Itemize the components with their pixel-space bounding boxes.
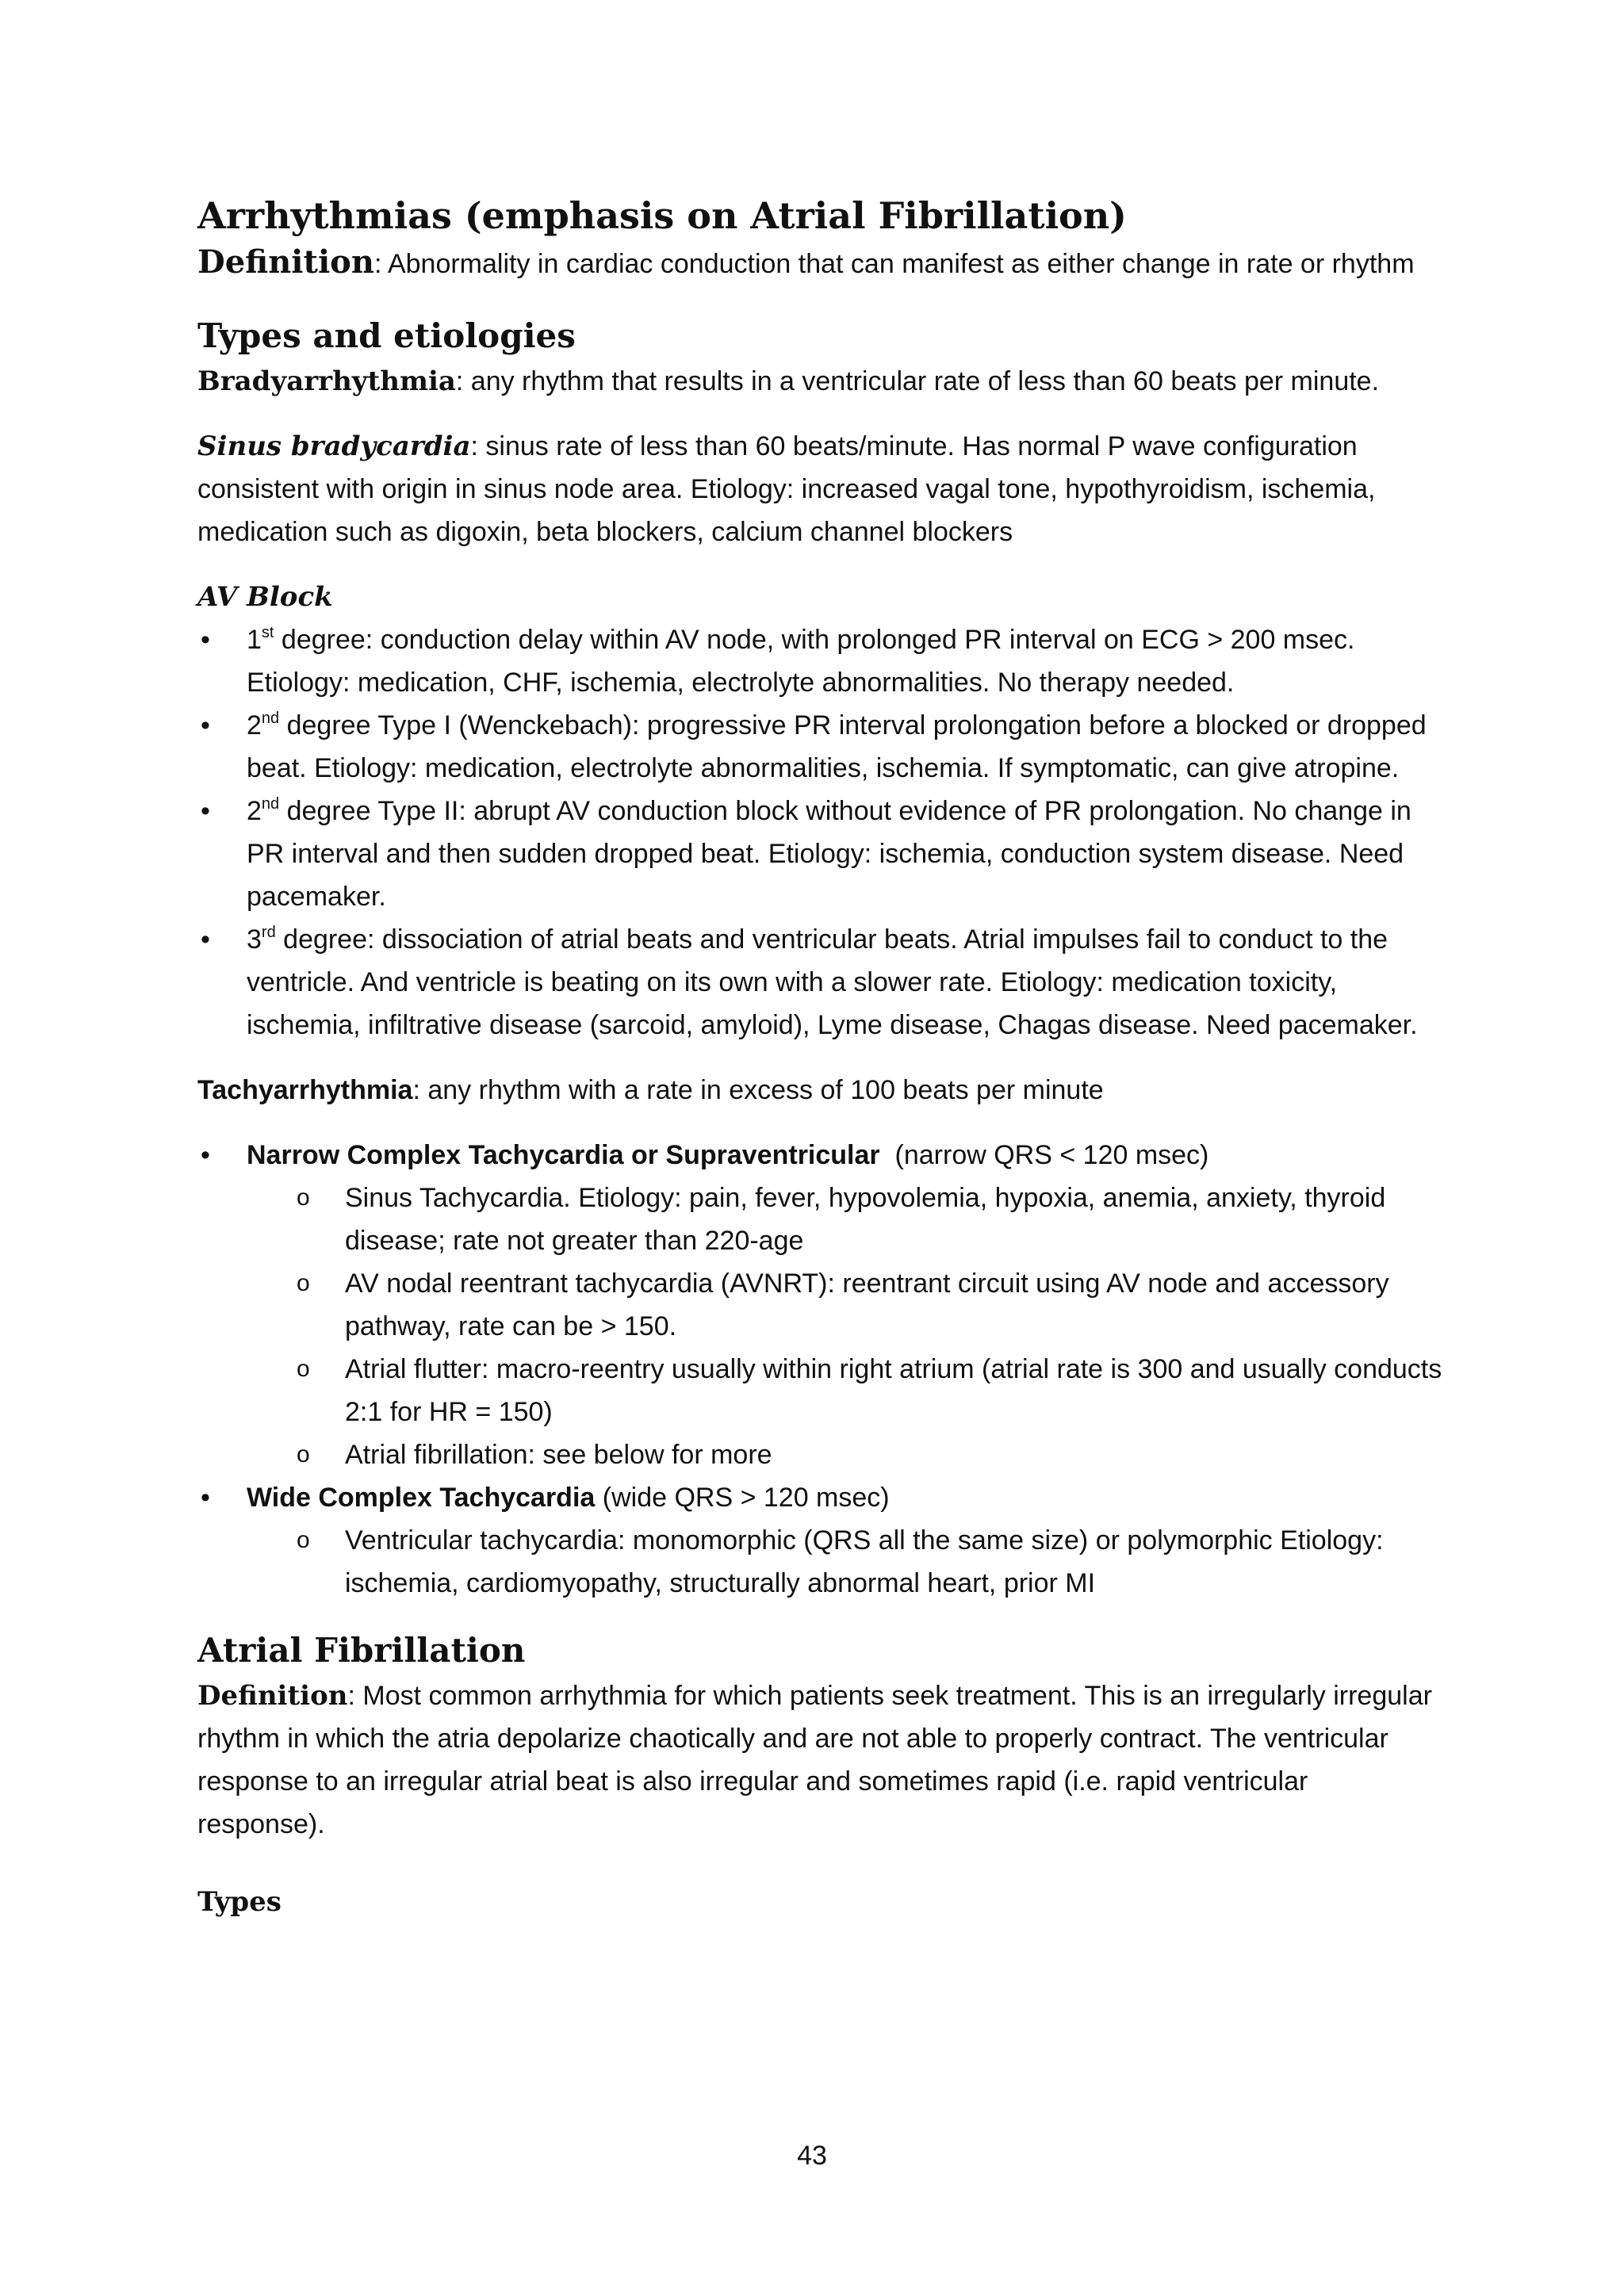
av-block-item-2: • 2nd degree Type I (Wenckebach): progressive PR interval prolongation before a blocked or dropped beat. Etiology: medication, electrolyte abnormalities, ischemia. If symptomatic, can give atropine. (197, 704, 1442, 790)
types-etiologies-heading: Types and etiologies (197, 316, 576, 355)
wide-complex-list (197, 1476, 1442, 1519)
narrow-complex-item (197, 1134, 1442, 1177)
atrial-fibrillation-heading: Atrial Fibrillation (197, 1631, 526, 1670)
afib-definition-label: Definition (197, 1680, 348, 1712)
narrow-subitem-3: o Atrial flutter: macro-reentry usually within right atrium (atrial rate is 300 and usually conducts 2:1 for HR = 150) (197, 1348, 1442, 1433)
tachyarrhythmia-label: Tachyarrhythmia (197, 1075, 413, 1105)
av-block-heading: AV Block (197, 581, 333, 613)
afib-types-heading: Types (197, 1886, 282, 1918)
definition-text: : Abnormality in cardiac conduction that can manifest as either change in rate or rhythm (373, 249, 1415, 279)
narrow-subitem-2: o AV nodal reentrant tachycardia (AVNRT): reentrant circuit using AV node and accessory pathway, rate can be > 150. (197, 1262, 1442, 1348)
sinus-bradycardia-text: : sinus rate of less than 60 beats/minute. Has normal P wave configuration consistent with origin in sinus node area. Etiology: increased vagal tone, hypothyroidism, ischemia, medication such as digoxin, beta blockers, calcium channel blockers (197, 431, 1376, 547)
sinus-bradycardia-label: Sinus bradycardia (197, 430, 471, 462)
afib-definition-paragraph (197, 1674, 1442, 1846)
page-number: 43 (797, 2141, 827, 2171)
narrow-complex-sublist (197, 1177, 1442, 1476)
tachyarrhythmia-paragraph (197, 1069, 1442, 1112)
narrow-subitem-1: o Sinus Tachycardia. Etiology: pain, fever, hypovolemia, hypoxia, anemia, anxiety, thyroid disease; rate not greater than 220-age (197, 1177, 1442, 1262)
definition-paragraph (197, 241, 1442, 285)
wide-complex-label: Wide Complex Tachycardia (247, 1483, 596, 1513)
narrow-subitem-4: o Atrial fibrillation: see below for more (197, 1433, 1442, 1476)
sinus-bradycardia-paragraph (197, 425, 1442, 553)
bradyarrhythmia-label: Bradyarrhythmia (197, 365, 456, 397)
av-block-item-1: • 1st degree: conduction delay within AV node, with prolonged PR interval on ECG > 200 msec. Etiology: medication, CHF, ischemia, electrolyte abnormalities. No therapy needed. (197, 618, 1442, 704)
page-content (197, 190, 1442, 1923)
av-block-item-3: • 2nd degree Type II: abrupt AV conduction block without evidence of PR prolongation. No change in PR interval and then sudden dropped beat. Etiology: ischemia, conduction system disease. Need pacemaker. (197, 790, 1442, 918)
bradyarrhythmia-text: : any rhythm that results in a ventricular rate of less than 60 beats per minute. (455, 366, 1380, 396)
page-title: Arrhythmias (emphasis on Atrial Fibrillation) (197, 194, 1127, 237)
av-block-list (197, 618, 1442, 1047)
wide-complex-sublist (197, 1519, 1442, 1605)
tachyarrhythmia-text: : any rhythm with a rate in excess of 100 beats per minute (412, 1075, 1104, 1105)
definition-label: Definition (197, 243, 374, 281)
tachycardia-list (197, 1134, 1442, 1177)
bradyarrhythmia-paragraph (197, 360, 1442, 403)
wide-subitem-1: o Ventricular tachycardia: monomorphic (QRS all the same size) or polymorphic Etiology: ischemia, cardiomyopathy, structurally abnormal heart, prior MI (197, 1519, 1442, 1605)
narrow-complex-label: Narrow Complex Tachycardia or Supraventricular (247, 1140, 880, 1170)
wide-complex-text: (wide QRS > 120 msec) (595, 1483, 890, 1513)
narrow-complex-text: (narrow QRS < 120 msec) (879, 1140, 1209, 1170)
afib-definition-text: : Most common arrhythmia for which patients seek treatment. This is an irregularly irregular rhythm in which the atria depolarize chaotically and are not able to properly contract. The ventricular response to an irregular atrial beat is also irregular and sometimes rapid (i.e. rapid ventricular response). (197, 1681, 1432, 1839)
av-block-item-4: • 3rd degree: dissociation of atrial beats and ventricular beats. Atrial impulses fail to conduct to the ventricle. And ventricle is beating on its own with a slower rate. Etiology: medication toxicity, ischemia, infiltrative disease (sarcoid, amyloid), Lyme disease, Chagas disease. Need pacemaker. (197, 918, 1442, 1047)
wide-complex-item (197, 1476, 1442, 1519)
